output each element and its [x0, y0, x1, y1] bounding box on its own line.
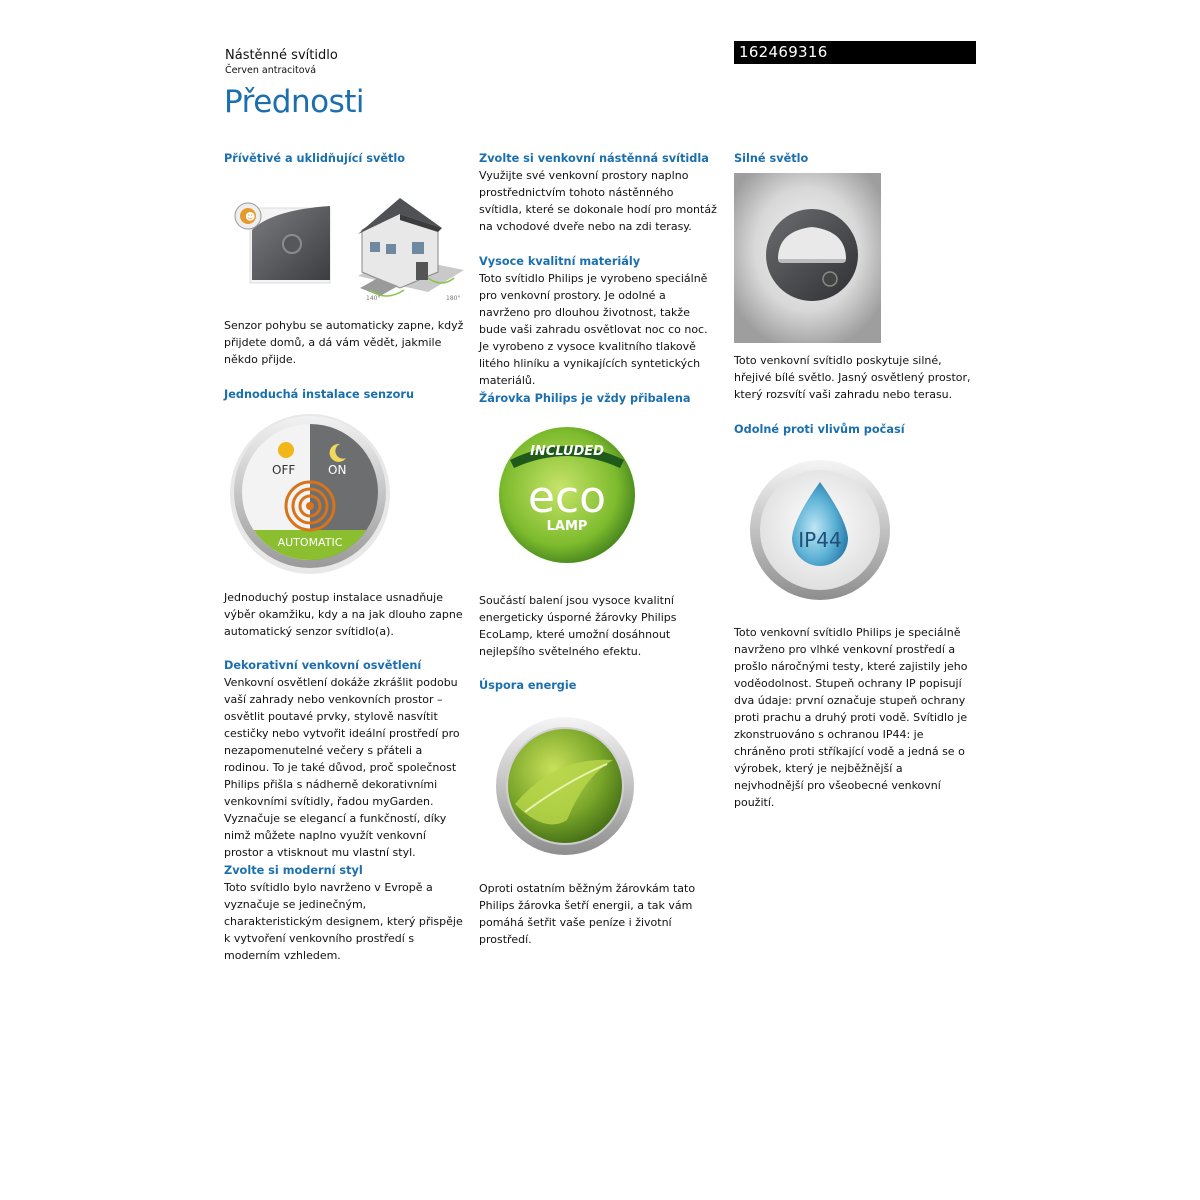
- section-text: Toto svítidlo Philips je vyrobeno speciálně pro venkovní prostory. Je odolné a navrženo pro dlouhou životnost, takže bude vaši zahradu osvětlovat noc co noc. Je vyrobeno z vysoce kvalitního tlakově litého hliníku a vynikajících syntetických materiálů.: [479, 272, 708, 387]
- section-heading: Úspora energie: [479, 679, 577, 692]
- badge-automatic-label: AUTOMATIC: [277, 536, 343, 549]
- section-energy-saving-text: [479, 880, 719, 948]
- section-bulb-included-text: [479, 592, 719, 660]
- wall-lamp-photo: [734, 173, 881, 343]
- section-weatherproof-text: [734, 624, 974, 811]
- badge-ip44-label: IP44: [798, 528, 842, 552]
- ip44-badge: [748, 458, 892, 602]
- section-modern-style: [224, 862, 464, 964]
- section-materials: [479, 253, 719, 389]
- section-heading: Dekorativní venkovní osvětlení: [224, 659, 422, 672]
- section-sensor-install-text: [224, 589, 464, 640]
- section-heading: Žárovka Philips je vždy přibalena: [479, 392, 691, 405]
- section-text: Součástí balení jsou vysoce kvalitní energeticky úsporné žárovky Philips EcoLamp, které umožní dosáhnout nejlepšího světelného efektu.: [479, 594, 677, 658]
- sensor-house-image: [232, 192, 464, 302]
- section-text: Toto venkovní svítidlo Philips je speciálně navrženo pro vlhké venkovní prostředí a prošlo náročnými testy, které zajistily jeho voděodolnost. Stupeň ochrany IP popisují dva údaje: první označuje stupeň ochrany proti prachu a druhý proti vodě. Svítidlo je zkonstruováno s ochranou IP44: je chráněno proti stříkající vodě a jedná se o výrobek, který je nejběžnější a nejvhodnější pro všeobecné venkovní použití.: [734, 626, 968, 809]
- badge-eco-label: eco: [527, 472, 607, 523]
- section-strong-light: [734, 150, 974, 167]
- section-text: Jednoduchý postup instalace usnadňuje výběr okamžiku, kdy a na jak dlouho zapne automatický senzor svítidlo(a).: [224, 591, 463, 638]
- section-energy-saving: [479, 677, 719, 694]
- page-title: Přednosti: [224, 84, 364, 120]
- product-variant: Červen antracitová: [225, 65, 317, 76]
- badge-on-label: ON: [328, 463, 347, 477]
- section-heading: Zvolte si venkovní nástěnná svítidla: [479, 152, 709, 165]
- section-weatherproof: [734, 421, 974, 438]
- section-bulb-included: [479, 390, 719, 407]
- badge-lamp-label: LAMP: [546, 519, 588, 534]
- section-friendly-light: [224, 150, 464, 167]
- ecolamp-badge: [492, 420, 642, 570]
- section-text: Senzor pohybu se automaticky zapne, když přijdete domů, a dá vám vědět, jakmile někdo přijde.: [224, 319, 464, 366]
- section-wall-lights: [479, 150, 719, 235]
- product-code-bar: 162469316: [734, 41, 976, 64]
- section-decorative: [224, 657, 464, 861]
- section-strong-light-text: [734, 352, 974, 403]
- section-text: Oproti ostatním běžným žárovkám tato Philips žárovka šetří energii, a tak vám pomáhá šetřit vaše peníze i životní prostředí.: [479, 882, 696, 946]
- angle-label: 180°: [446, 295, 461, 302]
- product-name: Nástěnné svítidlo: [225, 48, 338, 63]
- section-text: Toto svítidlo bylo navrženo v Evropě a vyznačuje se jedinečným, charakteristickým designem, který přispěje k vytvoření venkovního prostředí s moderním vzhledem.: [224, 881, 463, 962]
- energy-leaf-badge: [495, 716, 635, 858]
- section-text: Toto venkovní svítidlo poskytuje silné, hřejivé bílé světlo. Jasný osvětlený prostor, který rozsvítí vaši zahradu nebo terasu.: [734, 354, 971, 401]
- section-text: Využijte své venkovní prostory naplno prostřednictvím tohoto nástěnného svítidla, které se dokonale hodí pro montáž na vchodové dveře nebo na zdi terasy.: [479, 169, 717, 233]
- section-text: Venkovní osvětlení dokáže zkrášlit podobu vaší zahrady nebo venkovních prostor – osvětlit poutavé prvky, stylově nasvítit cestičky nebo vytvořit ideální prostředí pro nezapomenutelné večery s přáteli a rodinou. To je také důvod, proč společnost Philips přišla s nádherně dekorativními venkovními svítidly, řadou myGarden. Vyznačuje se elegancí a funkčností, díky nimž můžete naplno využít venkovní prostor a vtisknout mu vlastní styl.: [224, 676, 460, 859]
- angle-label: 140°: [366, 295, 381, 302]
- section-heading: Přívětivé a uklidňující světlo: [224, 152, 406, 165]
- section-friendly-light-text: [224, 317, 464, 368]
- section-heading: Vysoce kvalitní materiály: [479, 255, 641, 268]
- badge-off-label: OFF: [272, 463, 296, 477]
- section-heading: Jednoduchá instalace senzoru: [224, 388, 415, 401]
- section-heading: Odolné proti vlivům počasí: [734, 423, 905, 436]
- svg-text:☻: ☻: [245, 212, 256, 223]
- badge-included-label: INCLUDED: [530, 444, 604, 459]
- section-heading: Zvolte si moderní styl: [224, 864, 363, 877]
- automatic-sensor-badge: [228, 412, 392, 576]
- section-heading: Silné světlo: [734, 152, 809, 165]
- section-sensor-install: [224, 386, 464, 403]
